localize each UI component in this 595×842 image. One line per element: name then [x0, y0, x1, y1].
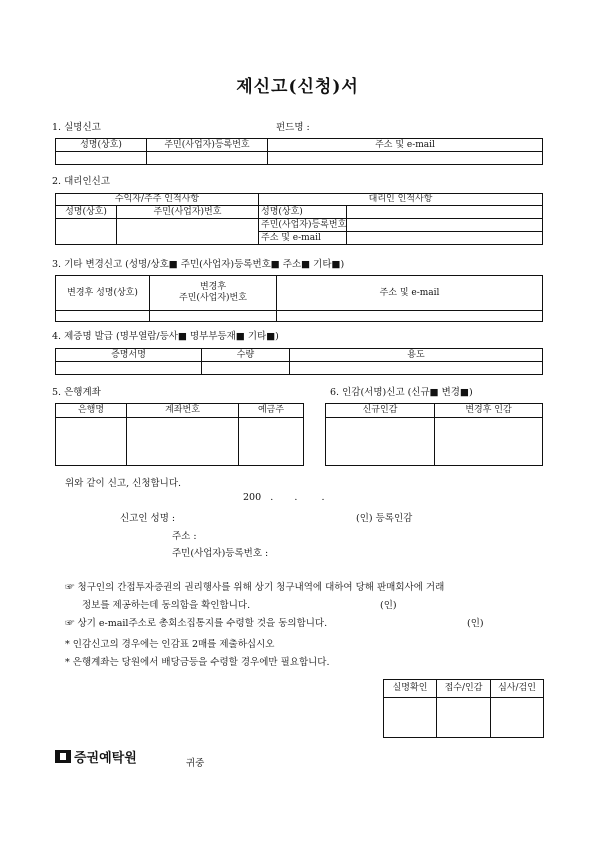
section-5-heading: 5. 은행계좌 — [52, 387, 101, 398]
header-account-number: 계좌번호 — [127, 404, 239, 418]
applicant-name-label: 신고인 성명 : — [120, 513, 176, 524]
organization-name: 증권예탁원 — [74, 751, 137, 766]
header-changed-address: 주소 및 e-mail — [277, 276, 543, 311]
header-address-email: 주소 및 e-mail — [268, 139, 543, 152]
input-name[interactable] — [56, 152, 147, 165]
input-purpose[interactable] — [290, 362, 543, 375]
consent-note-2: ☞ 상기 e-mail주소로 총회소집통지를 수령할 것을 동의합니다. — [65, 618, 328, 629]
section-1-heading: 1. 실명신고 — [52, 122, 101, 133]
declaration-text: 위와 같이 신고, 신청합니다. — [65, 478, 182, 489]
bank-account-note: * 은행계좌는 당원에서 배당금등을 수령할 경우에만 필요합니다. — [65, 657, 330, 668]
header-name: 성명(상호) — [56, 139, 147, 152]
seal-instruction-note: * 인감신고의 경우에는 인감표 2매를 제출하십시오 — [65, 639, 275, 650]
header-changed-id-line2: 주민(사업자)번호 — [179, 293, 247, 303]
header-identity-check: 실명확인 — [384, 680, 437, 698]
holder-name-header: 성명(상호) — [56, 206, 117, 219]
recipient-suffix: 귀중 — [186, 758, 205, 769]
real-name-table — [55, 138, 543, 165]
seal-table — [325, 403, 543, 466]
agent-address-input[interactable] — [347, 232, 543, 245]
consent-note-2-seal: (인) — [467, 618, 484, 629]
header-changed-name: 변경후 성명(상호) — [56, 276, 150, 311]
header-purpose: 용도 — [290, 349, 543, 362]
header-quantity: 수량 — [202, 349, 290, 362]
agent-name-label: 성명(상호) — [259, 206, 347, 219]
section-3-heading: 3. 기타 변경신고 (성명/상호■ 주민(사업자)등록번호■ 주소■ 기타■) — [52, 259, 345, 270]
consent-note-1: ☞ 청구인의 간접투자증권의 권리행사를 위해 상기 청구내역에 대하여 당해 판매회사에 거래 — [65, 582, 445, 593]
logo-icon — [55, 750, 71, 763]
header-bank-name: 은행명 — [56, 404, 127, 418]
input-changed-id[interactable] — [150, 311, 277, 322]
certificate-table — [55, 348, 543, 375]
holder-name-input[interactable] — [56, 219, 117, 245]
stamp-identity-check[interactable] — [384, 698, 437, 738]
consent-note-1-continued: 정보를 제공하는데 동의함을 확인합니다. — [82, 600, 251, 611]
applicant-address-label: 주소 : — [172, 531, 197, 542]
input-address-email[interactable] — [268, 152, 543, 165]
header-review-inspection: 심사/검인 — [491, 680, 544, 698]
section-4-heading: 4. 제증명 발급 (명부열람/등사■ 명부부등재■ 기타■) — [52, 331, 279, 342]
input-account-holder[interactable] — [239, 418, 304, 466]
input-cert-name[interactable] — [56, 362, 202, 375]
header-reg-number: 주민(사업자)등록번호 — [147, 139, 268, 152]
fund-name-label: 펀드명 : — [276, 122, 310, 133]
approval-table — [383, 679, 544, 738]
stamp-review-inspection[interactable] — [491, 698, 544, 738]
input-reg-number[interactable] — [147, 152, 268, 165]
document-title: 제신고(신청)서 — [236, 77, 359, 97]
agent-name-input[interactable] — [347, 206, 543, 219]
header-receipt-seal: 접수/인감 — [437, 680, 491, 698]
input-changed-name[interactable] — [56, 311, 150, 322]
section-6-heading: 6. 인감(서명)신고 (신규■ 변경■) — [330, 387, 473, 398]
header-changed-id — [150, 276, 277, 311]
agent-id-label: 주민(사업자)등록번호 — [259, 219, 347, 232]
bank-account-table — [55, 403, 304, 466]
header-changed-id-line1: 변경후 — [199, 282, 227, 292]
registered-seal-label: (인) 등록인감 — [356, 513, 413, 524]
header-new-seal: 신규인감 — [326, 404, 435, 418]
input-quantity[interactable] — [202, 362, 290, 375]
agent-id-input[interactable] — [347, 219, 543, 232]
input-changed-address[interactable] — [277, 311, 543, 322]
holder-id-input[interactable] — [117, 219, 259, 245]
header-changed-seal: 변경후 인감 — [435, 404, 543, 418]
declaration-date[interactable]: 200 . . . — [243, 492, 325, 503]
holder-id-header: 주민(사업자)번호 — [117, 206, 259, 219]
header-cert-name: 증명서명 — [56, 349, 202, 362]
agent-address-label: 주소 및 e-mail — [259, 232, 347, 245]
applicant-id-label: 주민(사업자)등록번호 : — [172, 548, 269, 559]
input-changed-seal[interactable] — [435, 418, 543, 466]
change-table — [55, 275, 543, 322]
input-account-number[interactable] — [127, 418, 239, 466]
header-account-holder: 예금주 — [239, 404, 304, 418]
stamp-receipt-seal[interactable] — [437, 698, 491, 738]
input-new-seal[interactable] — [326, 418, 435, 466]
footer-logo — [55, 747, 137, 766]
agent-info-header: 대리인 인적사항 — [259, 194, 543, 206]
consent-note-1-seal: (인) — [380, 600, 397, 611]
input-bank-name[interactable] — [56, 418, 127, 466]
agent-table — [55, 193, 543, 245]
holder-info-header: 수익자/주주 인적사항 — [56, 194, 259, 206]
section-2-heading: 2. 대리인신고 — [52, 176, 110, 187]
